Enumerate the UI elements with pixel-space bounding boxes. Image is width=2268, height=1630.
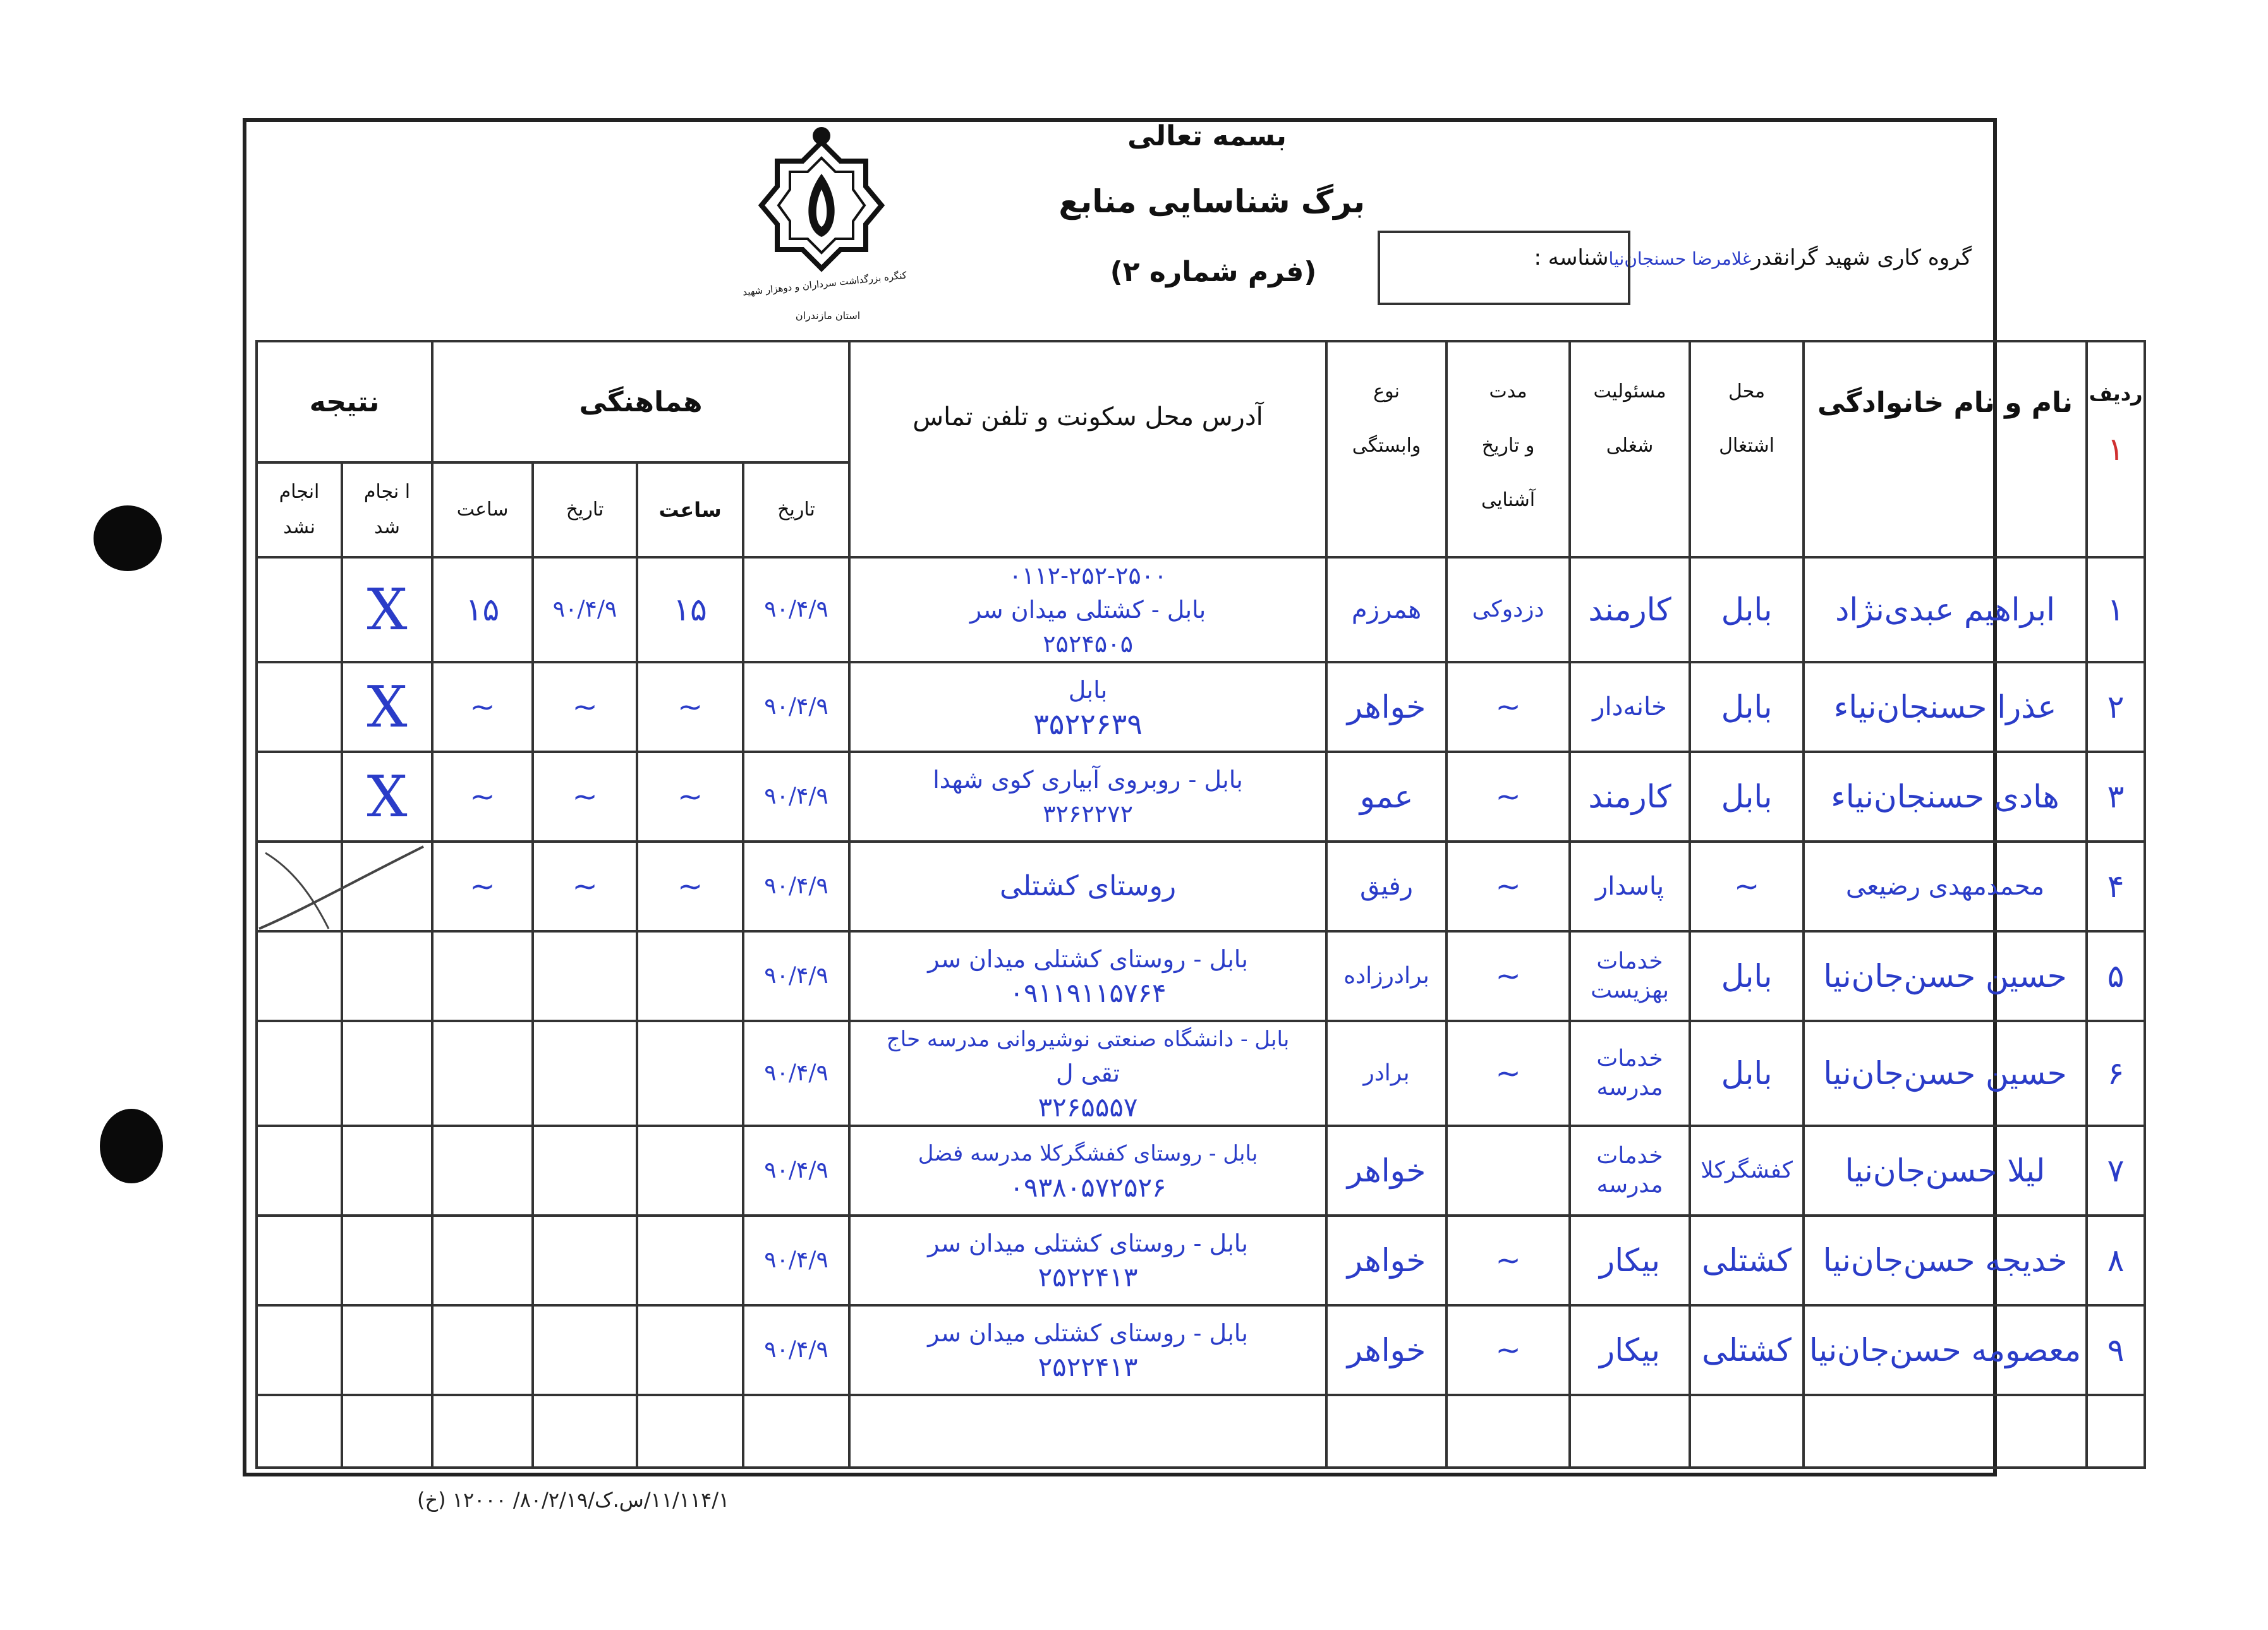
row-duration: ~ (1446, 1305, 1570, 1395)
row-address: بابل - دانشگاه صنعتی نوشیروانی مدرسه حاج تقی ل ۳۲۶۵۵۵۷ (849, 1021, 1326, 1126)
row-workplace: بابل (1690, 662, 1804, 752)
header-workplace: محل اشتغال (1690, 341, 1804, 557)
row-relation: عمو (1326, 752, 1446, 842)
row-coord-date-1: ۹۰/۴/۹ (743, 931, 849, 1021)
row-coord-date-2 (533, 1021, 637, 1126)
row-not-done (257, 931, 342, 1021)
row-coord-date-1: ۹۰/۴/۹ (743, 842, 849, 931)
table-row (257, 557, 2145, 662)
row-name: لیلا حسن‌جان‌نیا (1804, 1126, 2087, 1216)
pen-stroke-mark (253, 840, 430, 935)
row-coord-date-1: ۹۰/۴/۹ (743, 662, 849, 752)
row-workplace: بابل (1690, 557, 1804, 662)
row-relation: برادر (1326, 1021, 1446, 1126)
row-relation: همرزم (1326, 557, 1446, 662)
header-duration: مدت و تاریخ آشنایی (1446, 341, 1570, 557)
footer-code: ۱۱/۱۱۴/۱/س.ک/۸۰/۲/۱۹/ ۱۲۰۰۰ (خ) (417, 1488, 730, 1512)
row-coord-time-2 (432, 1305, 533, 1395)
row-coord-time-1 (637, 1126, 743, 1216)
row-done-mark (342, 1305, 432, 1395)
row-duration: ~ (1446, 662, 1570, 752)
header-coord-time-2: ساعت (432, 462, 533, 557)
row-relation: خواهر (1326, 1305, 1446, 1395)
row-relation: خواهر (1326, 1216, 1446, 1305)
row-number: ۵ (2087, 931, 2145, 1021)
id-input-box[interactable] (1378, 231, 1630, 305)
row-number: ۲ (2087, 662, 2145, 752)
row-coord-date-2: ~ (533, 662, 637, 752)
row-coord-date-2 (533, 1305, 637, 1395)
row-coord-time-1 (637, 1216, 743, 1305)
row-workplace: کشتلی (1690, 1216, 1804, 1305)
row-coord-date-2: ~ (533, 752, 637, 842)
row-address: روستای کشتلی (849, 842, 1326, 931)
table-row (257, 662, 2145, 752)
header-coordination: هماهنگی (432, 341, 849, 462)
row-workplace: کفشگرکلا (1690, 1126, 1804, 1216)
sources-table (255, 340, 2146, 1469)
logo-caption-1: کنگره بزرگداشت سرداران و دوهزار شهید (742, 269, 907, 298)
header-address: آدرس محل سکونت و تلفن تماس (849, 341, 1326, 557)
row-coord-date-2 (533, 931, 637, 1021)
id-label: شناسه : (1534, 245, 1609, 270)
row-number: ۱ (2087, 557, 2145, 662)
row-relation: برادرزاده (1326, 931, 1446, 1021)
row-job: کارمند (1570, 752, 1690, 842)
header-row-number: ردیف ۱ (2087, 341, 2145, 557)
table-row (257, 752, 2145, 842)
header-done: ا نجام شد (342, 462, 432, 557)
row-coord-time-1 (637, 1021, 743, 1126)
table-row (257, 842, 2145, 931)
row-done-mark: X (342, 752, 432, 842)
row-coord-time-1: ~ (637, 662, 743, 752)
row-coord-time-2: ~ (432, 842, 533, 931)
row-job: خدمات مدرسه (1570, 1021, 1690, 1126)
row-name: عذرا حسنجان‌نیاء (1804, 662, 2087, 752)
row-workplace: بابل (1690, 752, 1804, 842)
row-not-done (257, 662, 342, 752)
row-name: حسین حسن‌جان‌نیا (1804, 1021, 2087, 1126)
row-duration: ~ (1446, 931, 1570, 1021)
logo-caption-2: استان مازندران (795, 310, 861, 322)
table-row-empty (257, 1395, 2145, 1468)
row-name: هادی حسنجان‌نیاء (1804, 752, 2087, 842)
row-workplace: ~ (1690, 842, 1804, 931)
row-number: ۴ (2087, 842, 2145, 931)
row-coord-time-2: ~ (432, 662, 533, 752)
martyr-name-handwritten: غلامرضا حسنجان‌نیا (1608, 248, 1752, 269)
row-done-mark (342, 931, 432, 1021)
row-not-done (257, 557, 342, 662)
row-number: ۷ (2087, 1126, 2145, 1216)
row-address: بابل - روستای کشتلی میدان سر ۲۵۲۲۴۱۳ (849, 1216, 1326, 1305)
row-job: خدمات بهزیست (1570, 931, 1690, 1021)
row-coord-date-2: ~ (533, 842, 637, 931)
table-row (257, 1216, 2145, 1305)
bismillah: بسمه تعالی (1127, 120, 1287, 152)
row-coord-date-1: ۹۰/۴/۹ (743, 1216, 849, 1305)
row-number: ۹ (2087, 1305, 2145, 1395)
row-number: ۳ (2087, 752, 2145, 842)
header-not-done: انجام نشد (257, 462, 342, 557)
row-address: ۰۱۱۲-۲۵۲-۲۵۰۰ بابل - کشتلی میدان سر ۲۵۲۴۵۰۵ (849, 557, 1326, 662)
row-address: بابل ۳۵۲۲۶۳۹ (849, 662, 1326, 752)
row-job: بیکار (1570, 1305, 1690, 1395)
row-coord-date-1: ۹۰/۴/۹ (743, 1126, 849, 1216)
row-name: ابراهیم عبدی‌نژاد (1804, 557, 2087, 662)
row-job: پاسدار (1570, 842, 1690, 931)
form-number: (فرم شماره ۲) (1110, 256, 1317, 288)
row-address: بابل - روستای کشتلی میدان سر ۰۹۱۱۹۱۱۵۷۶۴ (849, 931, 1326, 1021)
row-relation: رفیق (1326, 842, 1446, 931)
row-not-done (257, 752, 342, 842)
row-number: ۶ (2087, 1021, 2145, 1126)
row-name: معصومه حسن‌جان‌نیا (1804, 1305, 2087, 1395)
row-address: بابل - روستای کفشگرکلا مدرسه فضل ۰۹۳۸۰۵۷۲۵۲۶ (849, 1126, 1326, 1216)
row-duration: دزدوکی (1446, 557, 1570, 662)
row-job: بیکار (1570, 1216, 1690, 1305)
row-not-done (257, 1216, 342, 1305)
row-address: بابل - روستای کشتلی میدان سر ۲۵۲۲۴۱۳ (849, 1305, 1326, 1395)
header-result: نتیجه (257, 341, 432, 462)
row-duration (1446, 1126, 1570, 1216)
row-done-mark (342, 1126, 432, 1216)
row-coord-time-1: ~ (637, 842, 743, 931)
row-coord-time-2 (432, 1126, 533, 1216)
group-line (1534, 245, 1972, 270)
row-coord-date-1: ۹۰/۴/۹ (743, 1305, 849, 1395)
row-workplace: بابل (1690, 931, 1804, 1021)
row-coord-date-1: ۹۰/۴/۹ (743, 752, 849, 842)
row-workplace: بابل (1690, 1021, 1804, 1126)
row-coord-date-2: ۹۰/۴/۹ (533, 557, 637, 662)
row-not-done (257, 1305, 342, 1395)
header-coord-time-1: ساعت (637, 462, 743, 557)
row-done-mark: X (342, 662, 432, 752)
row-coord-date-1: ۹۰/۴/۹ (743, 1021, 849, 1126)
row-name: محمدمهدی رضیعی (1804, 842, 2087, 931)
row-duration: ~ (1446, 1021, 1570, 1126)
row-number: ۸ (2087, 1216, 2145, 1305)
row-coord-time-2: ۱۵ (432, 557, 533, 662)
row-done-mark (342, 1216, 432, 1305)
organization-logo (758, 123, 885, 275)
row-duration: ~ (1446, 842, 1570, 931)
table-row (257, 931, 2145, 1021)
row-duration: ~ (1446, 1216, 1570, 1305)
row-job: خدمات مدرسه (1570, 1126, 1690, 1216)
row-coord-date-1: ۹۰/۴/۹ (743, 557, 849, 662)
row-coord-time-2 (432, 1216, 533, 1305)
row-coord-date-2 (533, 1126, 637, 1216)
row-not-done (257, 1021, 342, 1126)
row-coord-date-2 (533, 1216, 637, 1305)
punch-hole-top (94, 505, 162, 571)
header-responsibility: مسئولیت شغلی (1570, 341, 1690, 557)
header-name: نام و نام خانوادگی (1804, 341, 2087, 557)
row-coord-time-1: ~ (637, 752, 743, 842)
row-job: خانه‌دار (1570, 662, 1690, 752)
row-coord-time-1: ۱۵ (637, 557, 743, 662)
row-not-done (257, 1126, 342, 1216)
row-coord-time-2 (432, 1021, 533, 1126)
row-relation: خواهر (1326, 1126, 1446, 1216)
row-coord-time-2 (432, 931, 533, 1021)
row-coord-time-1 (637, 1305, 743, 1395)
punch-hole-bottom (100, 1109, 163, 1183)
header-relation: نوع وابستگی (1326, 341, 1446, 557)
row-duration: ~ (1446, 752, 1570, 842)
row-coord-time-2: ~ (432, 752, 533, 842)
group-label: گروه کاری شهید گرانقدر (1751, 245, 1972, 270)
form-title: برگ شناسایی منابع (1058, 183, 1365, 220)
header-row-mark: ۱ (2107, 431, 2125, 468)
table-row (257, 1305, 2145, 1395)
header-coord-date-2: تاریخ (533, 462, 637, 557)
row-workplace: کشتلی (1690, 1305, 1804, 1395)
table-row (257, 1021, 2145, 1126)
row-coord-time-1 (637, 931, 743, 1021)
row-address: بابل - روبروی آبیاری کوی شهدا ۳۲۶۲۲۷۲ (849, 752, 1326, 842)
row-done-mark: X (342, 557, 432, 662)
header-coord-date-1: تاریخ (743, 462, 849, 557)
row-name: خدیجه حسن‌جان‌نیا (1804, 1216, 2087, 1305)
row-name: حسین حسن‌جان‌نیا (1804, 931, 2087, 1021)
row-relation: خواهر (1326, 662, 1446, 752)
table-row (257, 1126, 2145, 1216)
row-done-mark (342, 1021, 432, 1126)
row-job: کارمند (1570, 557, 1690, 662)
